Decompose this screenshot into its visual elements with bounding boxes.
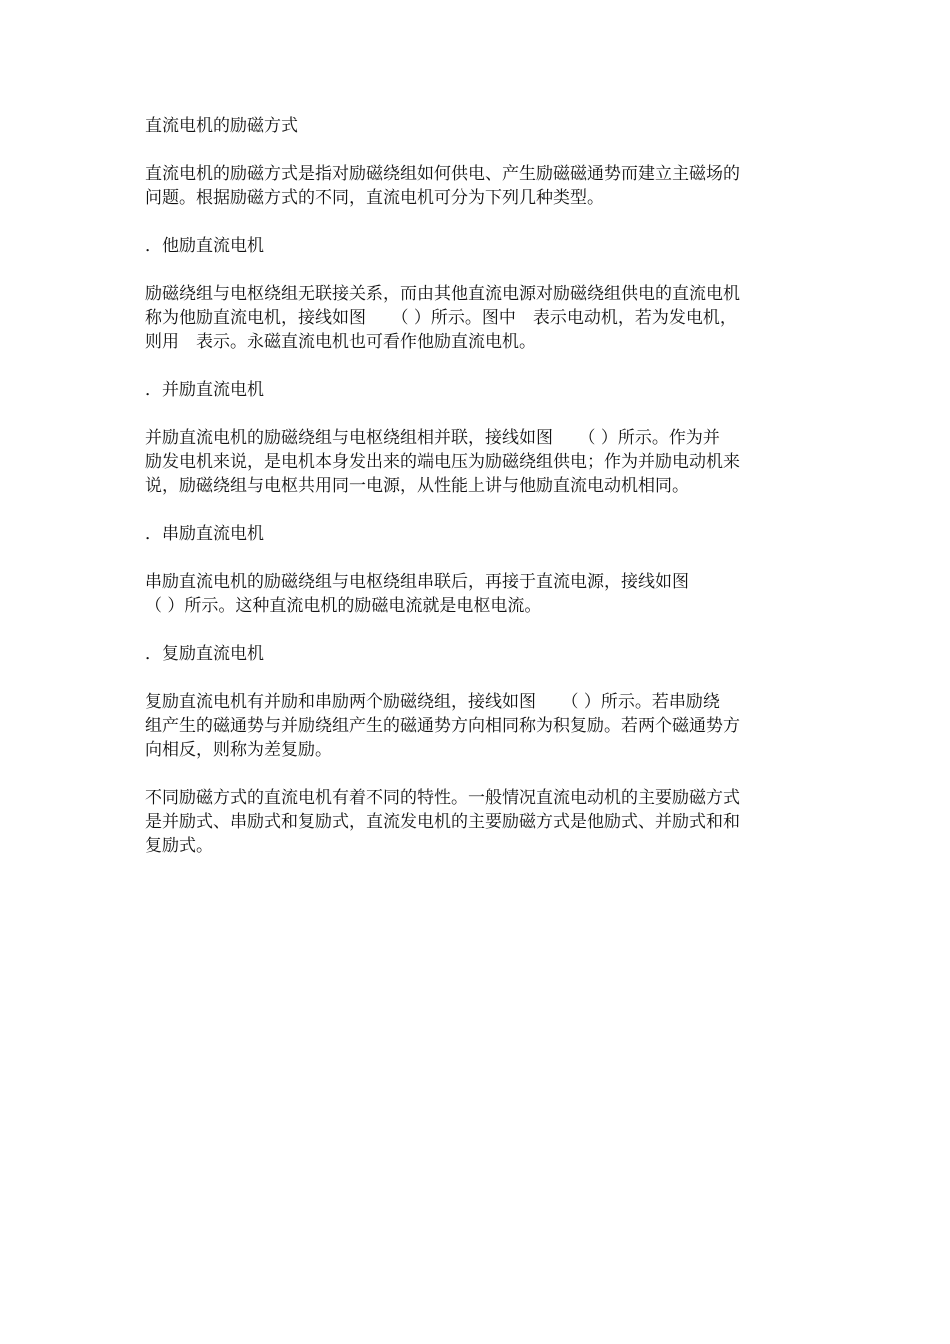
paragraph-line: 并励直流电机的励磁绕组与电枢绕组相并联，接线如图 （ ）所示。作为并 bbox=[145, 428, 720, 448]
paragraph-line: 是并励式、串励式和复励式，直流发电机的主要励磁方式是他励式、并励式和和 bbox=[145, 812, 740, 832]
paragraph-line: （ ）所示。这种直流电机的励磁电流就是电枢电流。 bbox=[145, 596, 542, 616]
section-paragraph-separately-excited bbox=[145, 282, 810, 354]
document-title: 直流电机的励磁方式 bbox=[145, 116, 298, 136]
paragraph-line: 励发电机来说，是电机本身发出来的端电压为励磁绕组供电；作为并励电动机来 bbox=[145, 452, 740, 472]
paragraph-line: 则用 表示。永磁直流电机也可看作他励直流电机。 bbox=[145, 332, 536, 352]
paragraph-line: 说，励磁绕组与电枢共用同一电源，从性能上讲与他励直流电动机相同。 bbox=[145, 476, 689, 496]
document-body bbox=[145, 114, 810, 882]
section-paragraph-shunt bbox=[145, 426, 810, 498]
conclusion-paragraph bbox=[145, 786, 810, 858]
section-paragraph-series bbox=[145, 570, 810, 618]
paragraph-line: 串励直流电机的励磁绕组与电枢绕组串联后，再接于直流电源，接线如图 bbox=[145, 572, 689, 592]
paragraph-line: 向相反，则称为差复励。 bbox=[145, 740, 332, 760]
section-heading-shunt: ．并励直流电机 bbox=[145, 380, 264, 400]
section-paragraph-compound bbox=[145, 690, 810, 762]
paragraph-line: 励磁绕组与电枢绕组无联接关系，而由其他直流电源对励磁绕组供电的直流电机 bbox=[145, 284, 740, 304]
paragraph-line: 复励直流电机有并励和串励两个励磁绕组，接线如图 （ ）所示。若串励绕 bbox=[145, 692, 720, 712]
section-heading-separately-excited: ．他励直流电机 bbox=[145, 236, 264, 256]
paragraph-line: 不同励磁方式的直流电机有着不同的特性。一般情况直流电动机的主要励磁方式 bbox=[145, 788, 740, 808]
paragraph-line: 组产生的磁通势与并励绕组产生的磁通势方向相同称为积复励。若两个磁通势方 bbox=[145, 716, 740, 736]
section-heading-compound: ．复励直流电机 bbox=[145, 644, 264, 664]
section-heading-series: ．串励直流电机 bbox=[145, 524, 264, 544]
intro-paragraph bbox=[145, 162, 810, 210]
intro-line: 问题。根据励磁方式的不同，直流电机可分为下列几种类型。 bbox=[145, 188, 604, 208]
intro-line: 直流电机的励磁方式是指对励磁绕组如何供电、产生励磁磁通势而建立主磁场的 bbox=[145, 164, 740, 184]
paragraph-line: 复励式。 bbox=[145, 836, 213, 856]
paragraph-line: 称为他励直流电机，接线如图 （ ）所示。图中 表示电动机，若为发电机， bbox=[145, 308, 737, 328]
